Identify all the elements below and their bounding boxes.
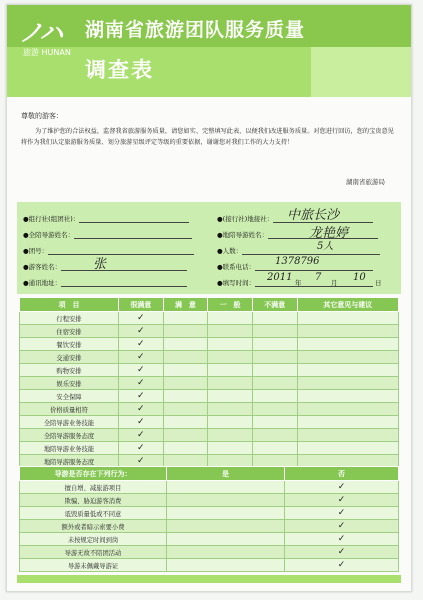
row-label: 全陪导游服务态度 bbox=[20, 429, 119, 442]
table-row bbox=[20, 312, 399, 325]
rating-cell bbox=[297, 351, 399, 364]
rating-cell bbox=[163, 403, 208, 416]
field-group-number: ●团号： bbox=[23, 246, 194, 255]
rating-cell bbox=[163, 442, 208, 455]
table-row bbox=[20, 416, 399, 429]
check-mark: ✓ bbox=[119, 390, 164, 403]
row-label: 餐饮安排 bbox=[20, 338, 119, 351]
rating-cell bbox=[252, 403, 297, 416]
row-label: 全陪导游业务技能 bbox=[20, 416, 119, 429]
header-banner bbox=[7, 5, 411, 97]
check-mark: ✓ bbox=[119, 429, 164, 442]
rating-cell bbox=[208, 390, 253, 403]
row-label: 交通安排 bbox=[20, 351, 119, 364]
rating-cell bbox=[163, 325, 208, 338]
field-date: ●填写时间： bbox=[217, 278, 373, 287]
table-row bbox=[20, 520, 399, 533]
table-row bbox=[20, 364, 399, 377]
col-unsatisfied: 不满意 bbox=[252, 298, 297, 312]
title-line1: 湖南省旅游团队服务质量 bbox=[85, 19, 306, 41]
table-row bbox=[20, 546, 399, 559]
rating-cell bbox=[167, 494, 285, 507]
rating-cell bbox=[252, 364, 297, 377]
check-mark: ✓ bbox=[285, 520, 399, 533]
table-row bbox=[20, 494, 399, 507]
day-label: 日 bbox=[375, 279, 382, 287]
check-mark: ✓ bbox=[285, 546, 399, 559]
row-label: 擅自增、减旅游项目 bbox=[20, 481, 167, 494]
bottom-strip bbox=[17, 575, 401, 583]
rating-cell bbox=[167, 546, 285, 559]
year-label: 年 bbox=[295, 279, 302, 287]
rating-cell bbox=[163, 390, 208, 403]
col-very-satisfied: 很满意 bbox=[119, 298, 164, 312]
rating-cell bbox=[208, 442, 253, 455]
rating-cell bbox=[208, 325, 253, 338]
col-satisfied: 满 意 bbox=[163, 298, 208, 312]
rating-cell bbox=[167, 533, 285, 546]
rating-cell bbox=[163, 377, 208, 390]
row-label: 欺骗、胁迫游客消费 bbox=[20, 494, 167, 507]
rating-cell bbox=[252, 312, 297, 325]
logo-mark: ノハ bbox=[19, 18, 62, 47]
rating-cell bbox=[252, 351, 297, 364]
rating-cell bbox=[163, 429, 208, 442]
rating-cell bbox=[163, 351, 208, 364]
handwritten-people: 5人 bbox=[317, 241, 334, 252]
table-row bbox=[20, 429, 399, 442]
check-mark: ✓ bbox=[285, 533, 399, 546]
rating-cell bbox=[208, 429, 253, 442]
rating-cell bbox=[252, 377, 297, 390]
table-row bbox=[20, 338, 399, 351]
table-row bbox=[20, 403, 399, 416]
row-label: 安全保障 bbox=[20, 390, 119, 403]
row-label: 娱乐安排 bbox=[20, 377, 119, 390]
row-label: 购物安排 bbox=[20, 364, 119, 377]
handwritten-day: 10 bbox=[353, 272, 366, 283]
rating-cell bbox=[252, 416, 297, 429]
check-mark: ✓ bbox=[119, 364, 164, 377]
row-label: 价格质量相符 bbox=[20, 403, 119, 416]
rating-cell bbox=[163, 312, 208, 325]
col-behavior: 导游是否存在下列行为： bbox=[20, 467, 167, 481]
rating-cell bbox=[167, 481, 285, 494]
rating-cell bbox=[252, 325, 297, 338]
rating-cell bbox=[163, 338, 208, 351]
col-average: 一 般 bbox=[208, 298, 253, 312]
rating-cell bbox=[297, 338, 399, 351]
rating-cell bbox=[208, 312, 253, 325]
row-label: 行程安排 bbox=[20, 312, 119, 325]
field-phone: ●联系电话： bbox=[217, 262, 373, 271]
rating-cell bbox=[208, 403, 253, 416]
handwritten-agency: 中旅长沙 bbox=[287, 208, 340, 223]
rating-cell bbox=[297, 442, 399, 455]
check-mark: ✓ bbox=[285, 494, 399, 507]
rating-cell bbox=[167, 559, 285, 572]
table-row bbox=[20, 390, 399, 403]
check-mark: ✓ bbox=[119, 442, 164, 455]
rating-cell bbox=[163, 364, 208, 377]
check-mark: ✓ bbox=[285, 559, 399, 572]
rating-cell bbox=[208, 364, 253, 377]
table-row bbox=[20, 377, 399, 390]
header-decor bbox=[311, 47, 411, 97]
table-row bbox=[20, 507, 399, 520]
row-label: 导游无故不陪团活动 bbox=[20, 546, 167, 559]
rating-cell bbox=[297, 312, 399, 325]
handwritten-visitor: 张 bbox=[93, 257, 107, 272]
rating-cell bbox=[252, 338, 297, 351]
rating-cell bbox=[297, 429, 399, 442]
handwritten-year: 2011 bbox=[267, 272, 293, 283]
rating-cell bbox=[297, 325, 399, 338]
row-label: 住宿安排 bbox=[20, 325, 119, 338]
hunan-logo bbox=[19, 13, 77, 67]
check-mark: ✓ bbox=[119, 338, 164, 351]
satisfaction-table bbox=[19, 297, 399, 468]
rating-cell bbox=[252, 442, 297, 455]
row-label: 诋毁质量低或不同意 bbox=[20, 507, 167, 520]
check-mark: ✓ bbox=[119, 312, 164, 325]
check-mark: ✓ bbox=[119, 403, 164, 416]
rating-cell bbox=[252, 429, 297, 442]
row-label: 额外或者暗示索要小费 bbox=[20, 520, 167, 533]
check-mark: ✓ bbox=[119, 455, 164, 468]
check-mark: ✓ bbox=[119, 377, 164, 390]
check-mark: ✓ bbox=[119, 351, 164, 364]
row-label: 地陪导游业务技能 bbox=[20, 442, 119, 455]
rating-cell bbox=[167, 520, 285, 533]
guide-behavior-table bbox=[19, 466, 399, 572]
field-group-agency: ●组行社(组团社)： bbox=[23, 214, 189, 223]
field-address: ●通讯地址： bbox=[23, 278, 187, 287]
table-row bbox=[20, 325, 399, 338]
rating-cell bbox=[208, 377, 253, 390]
info-block bbox=[17, 202, 401, 294]
col-yes: 是 bbox=[167, 467, 285, 481]
greeting: 尊敬的游客： bbox=[21, 112, 63, 120]
check-mark: ✓ bbox=[119, 416, 164, 429]
rating-cell bbox=[163, 416, 208, 429]
table-row bbox=[20, 351, 399, 364]
check-mark: ✓ bbox=[285, 507, 399, 520]
col-comments: 其它意见与建议 bbox=[297, 298, 399, 312]
field-people-count: ●人数： bbox=[217, 246, 380, 255]
col-no: 否 bbox=[285, 467, 399, 481]
field-local-guide: ●地陪导游姓名： bbox=[217, 230, 378, 239]
rating-cell bbox=[297, 403, 399, 416]
handwritten-phone: 1378796 bbox=[275, 256, 320, 267]
check-mark: ✓ bbox=[285, 481, 399, 494]
rating-cell bbox=[208, 338, 253, 351]
rating-cell bbox=[297, 364, 399, 377]
check-mark: ✓ bbox=[119, 325, 164, 338]
table-row bbox=[20, 533, 399, 546]
field-full-guide: ●全陪导游姓名： bbox=[23, 230, 192, 239]
table-row bbox=[20, 481, 399, 494]
col-item: 项 目 bbox=[20, 298, 119, 312]
survey-page bbox=[6, 4, 412, 592]
table-row bbox=[20, 442, 399, 455]
table-row bbox=[20, 559, 399, 572]
title-line2: 调查表 bbox=[85, 58, 154, 82]
logo-caption: 旅游 HUNAN bbox=[23, 48, 71, 57]
rating-cell bbox=[297, 390, 399, 403]
row-label: 未按规定时间到岗 bbox=[20, 533, 167, 546]
month-label: 月 bbox=[331, 279, 338, 287]
signature: 湖南省旅游局 bbox=[346, 178, 385, 186]
letter-body: 为了维护您的合法权益，监督我省旅游服务质量，请您如实、完整填写此表，以便我们改进服务质量。对您进行回访，您的宝贵意见将作为我们认定旅游服务质量、划分旅游星级评定等级的重要依据，谢谢您对我们工作的大力支持！ bbox=[21, 128, 394, 146]
rating-cell bbox=[167, 507, 285, 520]
handwritten-month: 7 bbox=[315, 272, 322, 283]
field-local-agency: ●(接行社)地接社： bbox=[217, 214, 373, 223]
handwritten-guide: 龙艳婷 bbox=[309, 226, 349, 241]
rating-cell bbox=[297, 377, 399, 390]
rating-cell bbox=[208, 351, 253, 364]
field-visitor-name: ●游客姓名： bbox=[23, 262, 187, 271]
rating-cell bbox=[252, 390, 297, 403]
rating-cell bbox=[297, 416, 399, 429]
rating-cell bbox=[208, 416, 253, 429]
row-label: 地陪导游服务态度 bbox=[20, 455, 119, 468]
row-label: 导游未佩戴导游证 bbox=[20, 559, 167, 572]
